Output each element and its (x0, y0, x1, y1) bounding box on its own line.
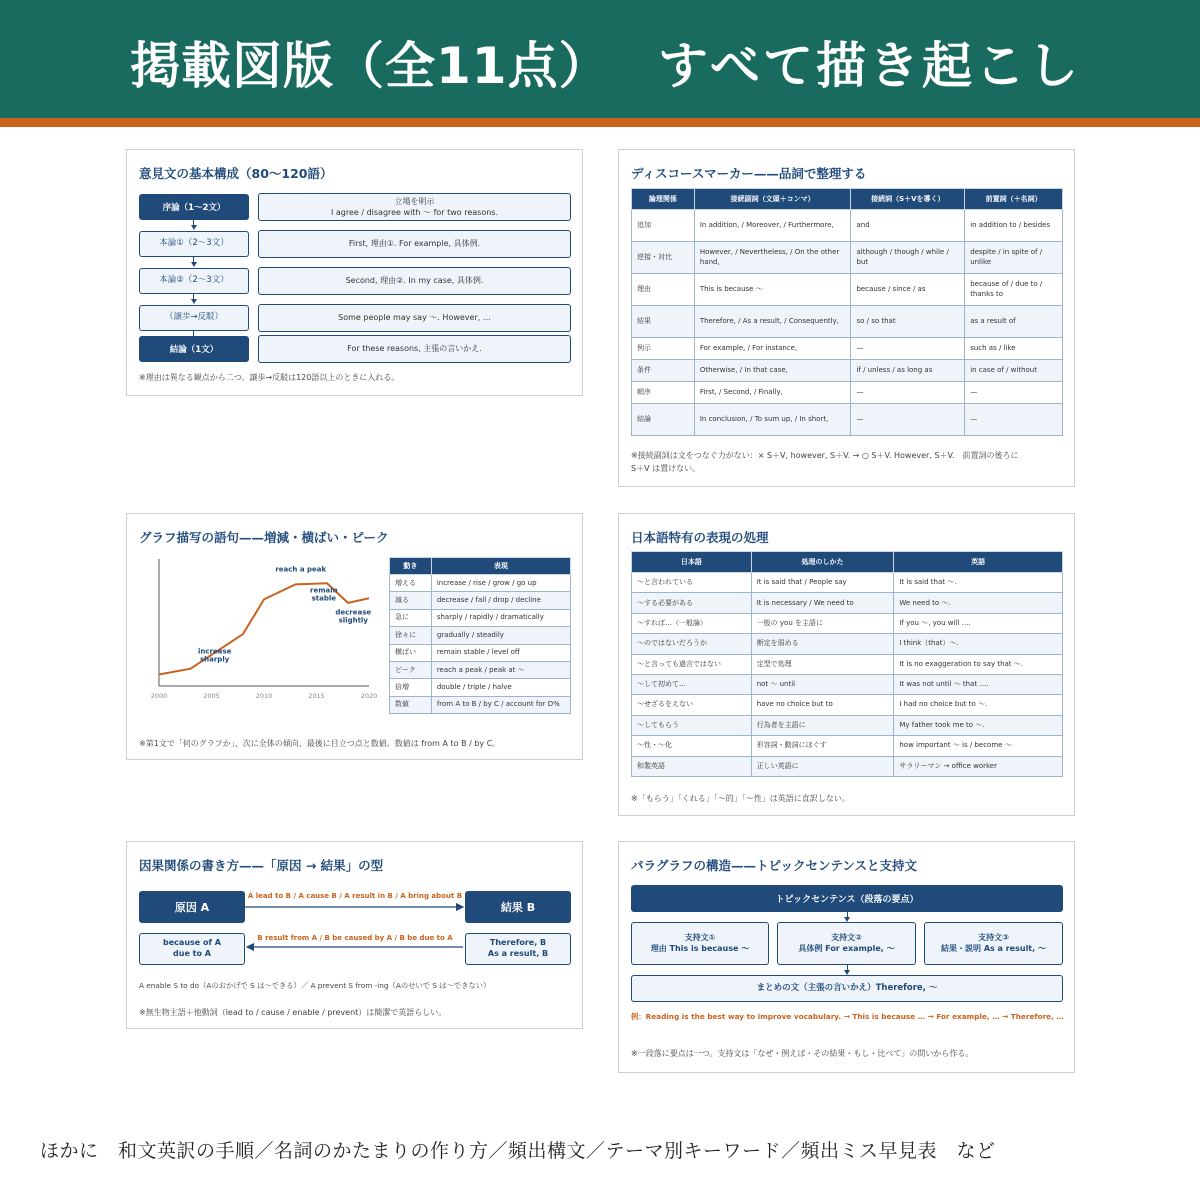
table-cell: 〜と言っても過言ではない (632, 654, 752, 674)
table-header: 前置詞（＋名詞） (965, 189, 1063, 210)
support-box-1 (631, 922, 769, 965)
annotation-label: remain stable (310, 586, 338, 603)
table-row (632, 695, 1063, 715)
panel-title: ディスコースマーカー——品詞で整理する (631, 166, 867, 181)
table-row (390, 679, 571, 696)
table-header: 動き (390, 558, 432, 575)
box-line: As a result, B (487, 949, 549, 958)
structure-label-conclusion: 結論（1文） (139, 336, 249, 362)
table-header: 英語 (894, 552, 1063, 573)
header-banner (0, 0, 1200, 118)
box-line: 支持文② (831, 932, 862, 942)
table-row (632, 338, 1063, 360)
example-line: 例：Reading is the best way to improve vocabulary. → This is because … → For example, … → Therefore, … (631, 1012, 1064, 1021)
cause-arrows (245, 891, 465, 951)
table-cell: 増える (390, 575, 432, 592)
table-cell: such as / like (965, 338, 1063, 360)
box-line: 支持文① (684, 932, 716, 942)
table-cell: 条件 (632, 360, 695, 382)
panel-japanese-expressions (618, 513, 1075, 816)
box-line: 具体例 For example, 〜 (798, 943, 895, 953)
x-tick-label: 2015 (308, 692, 325, 700)
table-cell: 理由 (632, 274, 695, 306)
table-cell: 結論 (632, 404, 695, 436)
table-cell: although / though / while / but (851, 242, 965, 274)
table-cell: — (965, 382, 1063, 404)
table-cell: from A to B / by C / account for D% (431, 696, 570, 713)
table-cell: 和製英語 (632, 756, 752, 776)
table-cell: 〜すれば…（一般論） (632, 613, 752, 633)
table-cell: 減る (390, 592, 432, 609)
table-row (390, 661, 571, 678)
expression-table (631, 551, 1063, 777)
series-line (159, 583, 372, 674)
structure-text-intro (258, 193, 571, 221)
table-cell: — (851, 338, 965, 360)
structure-text-concession (258, 304, 571, 332)
table-cell: if / unless / as long as (851, 360, 965, 382)
table-cell: 順序 (632, 382, 695, 404)
table-cell: because of / due to / thanks to (965, 274, 1063, 306)
table-header: 接続副詞（文頭＋コンマ） (694, 189, 851, 210)
panel-title: 意見文の基本構成（80〜120語） (139, 166, 333, 181)
structure-text-body2 (258, 267, 571, 295)
panel-opinion-structure (126, 149, 583, 396)
table-cell: and (851, 210, 965, 242)
table-cell: In conclusion, / To sum up, / In short, (694, 404, 851, 436)
structure-text-line: Second, 理由②. In my case, 具体例. (345, 276, 484, 286)
panel-graph-phrases (126, 513, 583, 760)
arrow-label-forward: A lead to B / A cause B / A result in B / A bring about B (247, 892, 463, 900)
table-cell: My father took me to 〜. (894, 715, 1063, 735)
table-header: 接続詞（S＋Vを導く） (851, 189, 965, 210)
table-cell: 形容詞・動詞にほぐす (751, 736, 894, 756)
table-cell: 一般の you を主語に (751, 613, 894, 633)
table-cell: — (965, 404, 1063, 436)
box-line: 結果・説明 As a result, 〜 (941, 943, 1046, 953)
table-cell: have no choice but to (751, 695, 894, 715)
conclusion-box: まとめの文（主張の言いかえ）Therefore, 〜 (631, 975, 1063, 1002)
table-cell: ピーク (390, 661, 432, 678)
table-cell: 行為者を主語に (751, 715, 894, 735)
table-cell: 逆接・対比 (632, 242, 695, 274)
table-cell: 横ばい (390, 644, 432, 661)
panel-title: 因果関係の書き方——「原因 → 結果」の型 (139, 858, 384, 873)
panel-note: ※「もらう」「くれる」「〜的」「〜性」は英語に直訳しない。 (631, 794, 850, 803)
table-row (632, 210, 1063, 242)
table-cell: 〜せざるをえない (632, 695, 752, 715)
table-cell: because / since / as (851, 274, 965, 306)
table-row (632, 404, 1063, 436)
table-cell: so / so that (851, 306, 965, 338)
table-cell: in addition to / besides (965, 210, 1063, 242)
line-chart (147, 554, 397, 704)
table-cell: It is no exaggeration to say that 〜. (894, 654, 1063, 674)
table-cell: 定型で処理 (751, 654, 894, 674)
table-cell: Therefore, / As a result, / Consequently, (694, 306, 851, 338)
table-row (632, 736, 1063, 756)
table-row (390, 609, 571, 626)
table-cell: 急に (390, 609, 432, 626)
topic-sentence-box: トピックセンテンス（段落の要点） (631, 885, 1063, 912)
table-row (390, 592, 571, 609)
table-cell: We need to 〜. (894, 593, 1063, 613)
x-tick-label: 2005 (203, 692, 220, 700)
panel-paragraph-structure (618, 841, 1075, 1073)
table-cell: 正しい英語に (751, 756, 894, 776)
table-cell: It is said that 〜. (894, 573, 1063, 593)
table-cell: If you 〜, you will …. (894, 613, 1063, 633)
box-line: 支持文③ (978, 932, 1009, 942)
table-row (632, 613, 1063, 633)
table-cell: remain stable / level off (431, 644, 570, 661)
table-cell: double / triple / halve (431, 679, 570, 696)
structure-label-intro: 序論（1〜2文） (139, 194, 249, 220)
table-cell: despite / in spite of / unlike (965, 242, 1063, 274)
table-cell: 例示 (632, 338, 695, 360)
arrow-down-icon (191, 262, 197, 267)
table-cell: — (851, 404, 965, 436)
table-row (632, 573, 1063, 593)
table-cell: increase / rise / grow / go up (431, 575, 570, 592)
graph-phrase-table (389, 557, 571, 714)
box-line: due to A (173, 949, 211, 958)
table-cell: サラリーマン → office worker (894, 756, 1063, 776)
table-header: 日本語 (632, 552, 752, 573)
box-line: 理由 This is because 〜 (650, 943, 750, 953)
table-cell: as a result of (965, 306, 1063, 338)
table-cell: 断定を弱める (751, 634, 894, 654)
structure-label-body2: 本論②（2〜3文） (139, 268, 249, 294)
annotation-label: decrease slightly (335, 608, 372, 625)
structure-text-line: I agree / disagree with 〜 for two reasons. (330, 208, 499, 217)
panel-discourse-markers (618, 149, 1075, 487)
table-row (632, 674, 1063, 694)
panel-note: S＋V は置けない。 (631, 464, 701, 473)
table-cell: It was not until 〜 that …. (894, 674, 1063, 694)
discourse-table (631, 188, 1063, 436)
table-row (632, 593, 1063, 613)
result-box: 結果 B (465, 891, 571, 923)
table-cell: 徐々に (390, 627, 432, 644)
table-row (632, 242, 1063, 274)
table-cell: in case of / without (965, 360, 1063, 382)
table-cell: not 〜 until (751, 674, 894, 694)
table-cell: I had no choice but to 〜. (894, 695, 1063, 715)
table-cell: 〜する必要がある (632, 593, 752, 613)
panel-note: A enable S to do（Aのおかげで S は〜できる）／ A prevent S from -ing（Aのせいで S は〜できない） (139, 981, 491, 990)
table-row (390, 575, 571, 592)
panel-note: ※第1文で「何のグラフか」、次に全体の傾向、最後に目立つ点と数値。数値は from A to B / by C。 (139, 739, 501, 748)
arrow-down-icon (191, 225, 197, 230)
panel-title: 日本語特有の表現の処理 (631, 530, 769, 545)
table-header: 論理関係 (632, 189, 695, 210)
table-cell: 追加 (632, 210, 695, 242)
table-cell: For example, / For instance, (694, 338, 851, 360)
table-cell: Otherwise, / In that case, (694, 360, 851, 382)
table-cell: 〜のではないだろうか (632, 634, 752, 654)
table-cell: 〜して初めて… (632, 674, 752, 694)
table-row (632, 715, 1063, 735)
table-cell: However, / Nevertheless, / On the other hand, (694, 242, 851, 274)
structure-text-conclusion (258, 335, 571, 363)
structure-label-body1: 本論①（2〜3文） (139, 231, 249, 257)
table-cell: reach a peak / peak at 〜 (431, 661, 570, 678)
header-subtitle: すべて描き起こし (658, 37, 1081, 95)
table-cell: It is necessary / We need to (751, 593, 894, 613)
structure-label-concession: （譲歩→反駁） (139, 305, 249, 331)
table-header: 表現 (431, 558, 570, 575)
structure-text-line: First, 理由①. For example, 具体例. (348, 239, 481, 249)
panel-note: ※一段落に要点は一つ。支持文は「なぜ・例えば・その結果・もし・比べて」の問いから作る。 (631, 1049, 974, 1058)
table-row (390, 627, 571, 644)
table-row (632, 360, 1063, 382)
table-cell: In addition, / Moreover, / Furthermore, (694, 210, 851, 242)
table-header: 処理のしかた (751, 552, 894, 573)
table-cell: First, / Second, / Finally, (694, 382, 851, 404)
panel-note: ※無生物主語＋他動詞（lead to / cause / enable / prevent）は簡潔で英語らしい。 (139, 1008, 447, 1017)
therefore-box (465, 933, 571, 965)
arrow-down-icon (191, 299, 197, 304)
panel-title: パラグラフの構造——トピックセンテンスと支持文 (631, 858, 918, 873)
box-line: because of A (163, 938, 221, 948)
table-cell: decrease / fall / drop / decline (431, 592, 570, 609)
panel-title: グラフ描写の語句——増減・横ばい・ピーク (139, 530, 389, 545)
table-row (632, 382, 1063, 404)
table-cell: 倍増 (390, 679, 432, 696)
table-cell: 結果 (632, 306, 695, 338)
table-cell: 数値 (390, 696, 432, 713)
accent-bar (0, 118, 1200, 127)
table-row (632, 756, 1063, 776)
support-box-3 (924, 922, 1063, 965)
cause-box: 原因 A (139, 891, 245, 923)
x-tick-label: 2000 (150, 692, 168, 700)
panel-note: ※理由は異なる観点から二つ。譲歩→反駁は120語以上のときに入れる。 (139, 373, 400, 382)
panel-note: ※接続副詞は文をつなぐ力がない：× S＋V, however, S＋V. → ○ S＋V. However, S＋V. 前置詞の後ろに (631, 451, 1019, 460)
arrow-label-backward: B result from A / B be caused by A / B be due to A (257, 934, 453, 942)
table-row (632, 274, 1063, 306)
table-cell: — (851, 382, 965, 404)
table-cell: I think（that）〜. (894, 634, 1063, 654)
structure-text-body1 (258, 230, 571, 258)
table-cell: 〜と言われている (632, 573, 752, 593)
structure-text-line: Some people may say 〜. However, … (338, 313, 491, 323)
table-cell: sharply / rapidly / dramatically (431, 609, 570, 626)
structure-text-line: 立場を明示 (394, 196, 435, 206)
because-box (139, 933, 245, 965)
x-tick-label: 2010 (255, 692, 273, 700)
table-cell: 〜性・〜化 (632, 736, 752, 756)
support-box-2 (777, 922, 916, 965)
box-line: Therefore, B (489, 938, 547, 948)
x-tick-label: 2020 (360, 692, 378, 700)
table-cell: gradually / steadily (431, 627, 570, 644)
annotation-label: increase sharply (197, 647, 232, 664)
table-row (390, 644, 571, 661)
header-title: 掲載図版（全11点） (130, 37, 610, 95)
table-row (632, 634, 1063, 654)
footer-text: ほかに 和文英訳の手順／名詞のかたまりの作り方／頻出構文／テーマ別キーワード／頻出ミス早見表 など (40, 1140, 996, 1162)
table-cell: This is because 〜 (694, 274, 851, 306)
panel-cause-effect (126, 841, 583, 1029)
table-cell: It is said that / People say (751, 573, 894, 593)
table-row (632, 654, 1063, 674)
table-cell: 〜してもらう (632, 715, 752, 735)
table-row (632, 306, 1063, 338)
table-row (390, 696, 571, 713)
structure-text-line: For these reasons, 主張の言いかえ. (347, 344, 482, 354)
annotation-label: reach a peak (275, 565, 327, 574)
table-cell: how important 〜 is / become 〜 (894, 736, 1063, 756)
